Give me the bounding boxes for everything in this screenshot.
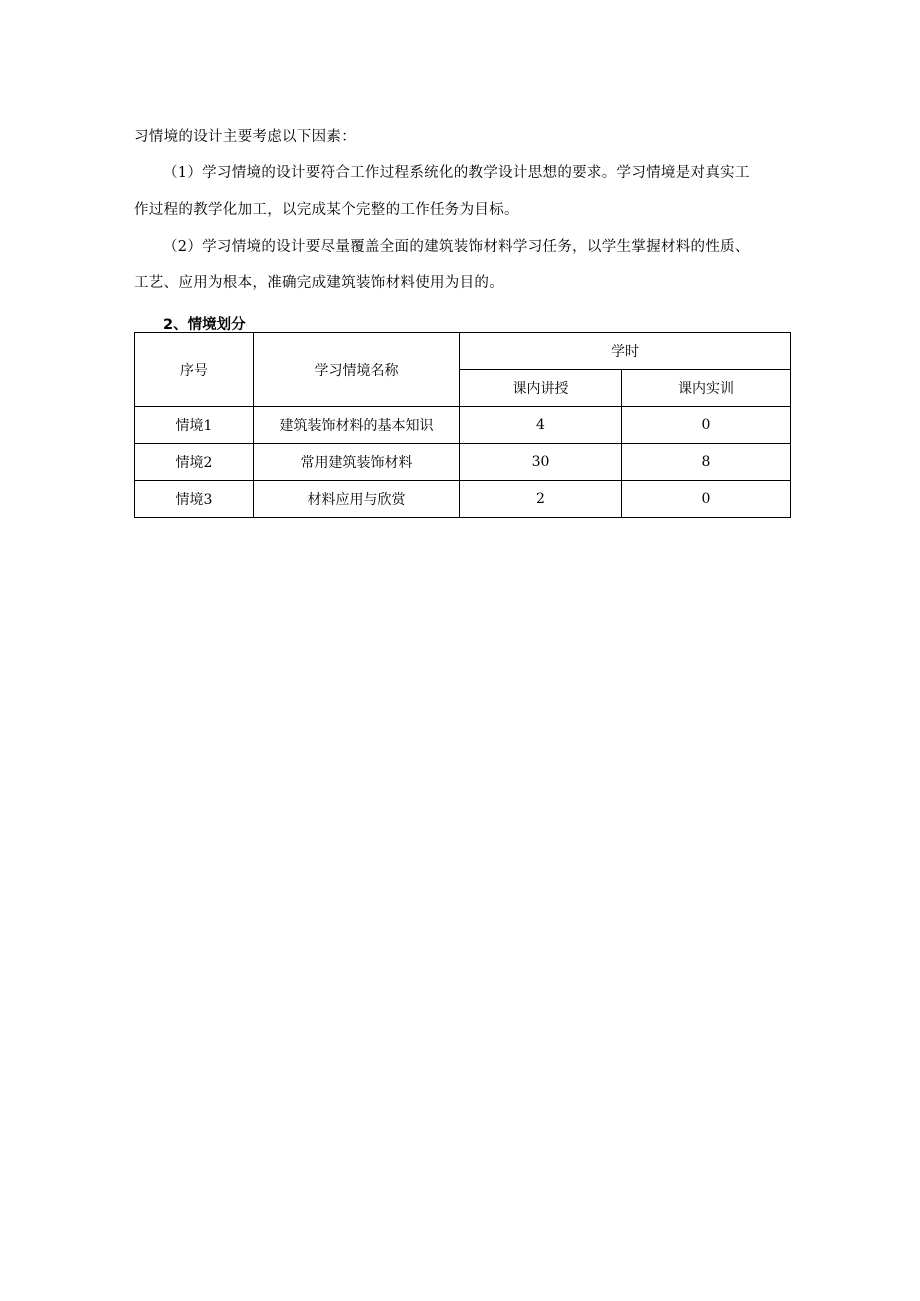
cell-lecture: 30 — [460, 444, 622, 481]
cell-name: 建筑装饰材料的基本知识 — [254, 407, 460, 444]
paragraph-1-line-1: （1）学习情境的设计要符合工作过程系统化的教学设计思想的要求。学习情境是对真实工 — [163, 165, 750, 181]
table-row — [135, 444, 791, 481]
paragraph-2-line-1: （2）学习情境的设计要尽量覆盖全面的建筑装饰材料学习任务，以学生掌握材料的性质、 — [163, 239, 750, 255]
table-header-row — [135, 333, 791, 370]
cell-index: 情境2 — [135, 444, 254, 481]
paragraph-2-line-2: 工艺、应用为根本，准确完成建筑装饰材料使用为目的。 — [134, 275, 504, 291]
section-heading: 2、情境划分 — [163, 317, 246, 333]
header-hours: 学时 — [460, 333, 791, 370]
cell-name: 材料应用与欣赏 — [254, 481, 460, 518]
cell-lecture: 2 — [460, 481, 622, 518]
cell-index: 情境1 — [135, 407, 254, 444]
header-index: 序号 — [135, 333, 254, 407]
situation-table — [134, 332, 791, 518]
table-row — [135, 481, 791, 518]
cell-practice: 0 — [622, 481, 791, 518]
cell-practice: 0 — [622, 407, 791, 444]
cell-name: 常用建筑装饰材料 — [254, 444, 460, 481]
cell-lecture: 4 — [460, 407, 622, 444]
paragraph-1-line-2: 作过程的教学化加工，以完成某个完整的工作任务为目标。 — [134, 202, 519, 218]
header-lecture: 课内讲授 — [460, 370, 622, 407]
header-practice: 课内实训 — [622, 370, 791, 407]
table-row — [135, 407, 791, 444]
intro-line: 习情境的设计主要考虑以下因素： — [134, 129, 356, 145]
header-name: 学习情境名称 — [254, 333, 460, 407]
cell-practice: 8 — [622, 444, 791, 481]
cell-index: 情境3 — [135, 481, 254, 518]
